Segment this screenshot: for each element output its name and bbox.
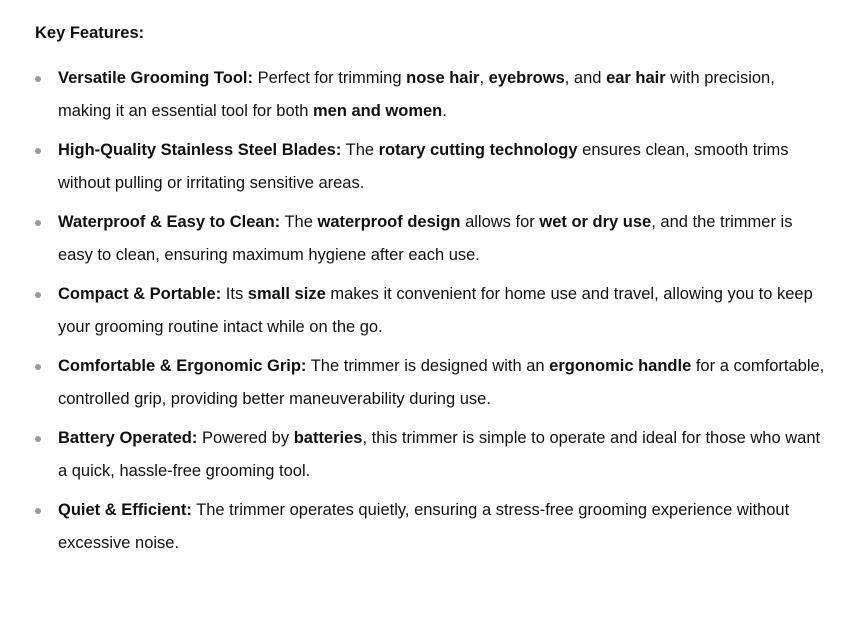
feature-text: ,: [479, 69, 489, 87]
bullet-icon: [35, 148, 41, 154]
feature-item: [35, 350, 825, 416]
feature-item: [35, 422, 825, 488]
feature-title: Comfortable & Ergonomic Grip:: [58, 357, 307, 375]
feature-title: Quiet & Efficient:: [58, 501, 192, 519]
feature-text: The: [341, 141, 379, 159]
feature-highlight: ergonomic handle: [549, 357, 692, 375]
key-features-section: [35, 20, 825, 566]
feature-text: Its: [221, 285, 248, 303]
key-features-heading: Key Features:: [35, 24, 145, 42]
feature-text: The trimmer operates quietly, ensuring a stress-free grooming experience without excessive noise.: [58, 501, 790, 552]
feature-highlight: ear hair: [606, 69, 666, 87]
bullet-icon: [35, 76, 41, 82]
feature-list: [35, 62, 825, 560]
feature-item: [35, 278, 825, 344]
feature-text: Powered by: [197, 429, 294, 447]
feature-text: Perfect for trimming: [252, 69, 407, 87]
feature-item: [35, 134, 825, 200]
feature-highlight: eyebrows: [488, 69, 565, 87]
feature-item: [35, 62, 825, 128]
feature-text: ensures clean, smooth trims without pulling or irritating sensitive areas.: [58, 141, 789, 192]
feature-text: makes it convenient for home use and travel, allowing you to keep your grooming routine intact while on the go.: [58, 285, 813, 336]
feature-title: Waterproof & Easy to Clean:: [58, 213, 281, 231]
feature-text: The trimmer is designed with an: [306, 357, 550, 375]
bullet-icon: [35, 292, 41, 298]
feature-text: , this trimmer is simple to operate and ideal for those who want a quick, hassle-free grooming tool.: [58, 429, 821, 480]
bullet-icon: [35, 220, 41, 226]
feature-title: Battery Operated:: [58, 429, 198, 447]
feature-text: .: [442, 102, 447, 120]
feature-title: Compact & Portable:: [58, 285, 222, 303]
feature-highlight: wet or dry use: [539, 213, 652, 231]
bullet-icon: [35, 364, 41, 370]
feature-text: , and: [564, 69, 607, 87]
feature-highlight: batteries: [293, 429, 363, 447]
feature-text: The: [280, 213, 318, 231]
bullet-icon: [35, 508, 41, 514]
feature-highlight: rotary cutting technology: [378, 141, 578, 159]
feature-item: [35, 494, 825, 560]
feature-text: , and the trimmer is easy to clean, ensuring maximum hygiene after each use.: [58, 213, 793, 264]
feature-title: Versatile Grooming Tool:: [58, 69, 253, 87]
feature-highlight: small size: [247, 285, 326, 303]
feature-highlight: men and women: [312, 102, 443, 120]
feature-title: High-Quality Stainless Steel Blades:: [58, 141, 342, 159]
feature-item: [35, 206, 825, 272]
feature-highlight: waterproof design: [317, 213, 461, 231]
feature-text: with precision, making it an essential tool for both: [58, 69, 775, 120]
bullet-icon: [35, 436, 41, 442]
feature-highlight: nose hair: [406, 69, 480, 87]
feature-text: for a comfortable, controlled grip, providing better maneuverability during use.: [58, 357, 825, 408]
feature-text: allows for: [460, 213, 540, 231]
